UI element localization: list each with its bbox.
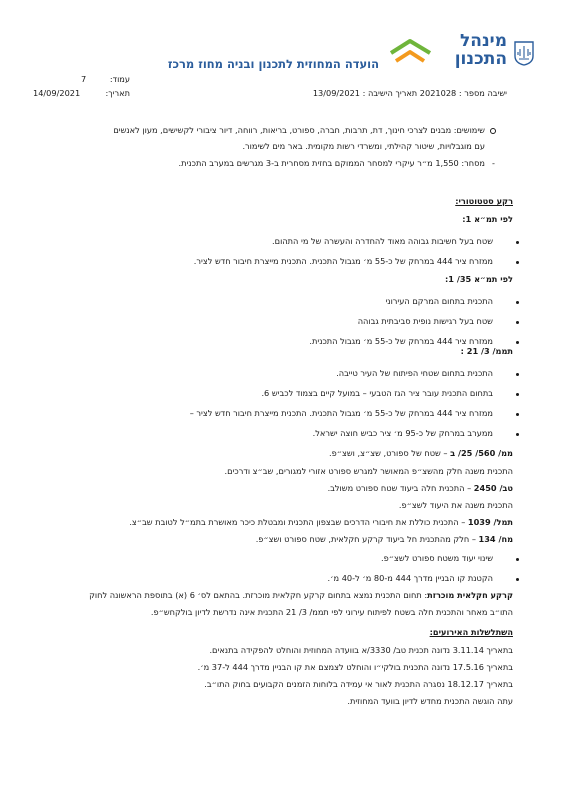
plan-number: מח/ 134 <box>478 534 513 544</box>
mh134-item: שינוי יעוד משטח ספורט לשצ״פ. <box>381 553 493 563</box>
plan-number: טב/ 2450 <box>473 483 513 493</box>
tama35-item: ממזרח ציר 444 במרחק של כ-55 מ׳ מגבול התכנית. <box>309 336 493 346</box>
bullet-icon <box>516 558 519 561</box>
bullet-icon <box>516 433 519 436</box>
logo-text-line2: התכנון <box>454 49 507 69</box>
plan-number: ממ/ 560/ 25/ ב <box>450 448 513 458</box>
tamam-item: ממזרח ציר 444 במרחק של כ-55 מ׳ מגבול התכנית. התכנית מייצרת חיבור חדש לציר – <box>189 408 493 418</box>
bullet-icon <box>516 241 519 244</box>
planning-logo-icon <box>388 35 433 67</box>
mm560-line <box>329 448 513 459</box>
committee-title: הועדה המחוזית לתכנון ובניה מחוז מרכז <box>167 57 379 71</box>
date-value: 14/09/2021 <box>33 88 81 98</box>
tama1-title: לפי תמ״א 1: <box>462 214 513 224</box>
bullet-icon <box>516 261 519 264</box>
tama1-item: ממזרח ציר 444 במרחק של כ-55 מ׳ מגבול התכנית. התכנית מייצרת חיבור חדש לציר. <box>193 256 493 266</box>
uses-commerce: מסחר: 1,550 מ״ר עיקרי למסחר הממוקם בחזית מסחרית ב-3 מגרשים במערב התכנית. <box>178 158 485 168</box>
event-item: בתאריך 18.12.17 נסגרה התכנית לאור אי עמידה בלוחות הזמנים הקבועים בחוק התו״ב. <box>204 679 513 689</box>
page-label: עמוד: <box>109 74 130 84</box>
events-heading: השתלשלות האירועים: <box>429 627 513 637</box>
tamam-item: בתחום התכנית עובר ציר הגז הטבעי – במועל קיים בצמוד לכביש 6. <box>261 388 493 398</box>
plan-description: – התכנית כוללת את חיבורי הדרכים שבצפון התכנית ומבטלת כיכר מאושרת בתמ״ל לטובת שב״צ. <box>129 517 468 527</box>
uses-public-line2: עם מוגבלויות, שיטור קהילתי, ומשרדי רשות מקומית. באר מים לשימור. <box>242 141 485 151</box>
tama35-item: התכנית בתחום המרקם העירוני <box>385 296 493 306</box>
tama35-item: שטח בעל רגישות נופית סביבתית גבוהה <box>357 316 493 326</box>
dash-bullet-icon: - <box>492 158 495 168</box>
bullet-circle-icon <box>490 128 496 134</box>
tamam-title: תממ/ 3/ 21 : <box>460 346 513 356</box>
event-item: בתאריך 3.11.14 נדונה תכנית טב/ 3330/א בוועדה המחוזית והוחלט להפקידה בתנאים. <box>209 645 513 655</box>
uses-public-line1: שימושים: מבנים לצרכי חינוך, דת, תרבות, חברה, ספורט, בריאות, רווחה, דיור ציבורי לקשישים, מעון לאנשים <box>113 125 485 135</box>
bullet-icon <box>516 321 519 324</box>
event-item: בתאריך 17.5.16 נדונה התכנית בולקי״ו והוחלט לצמצם את קו הבניין מדרך 444 ל-37 מ׳. <box>197 662 513 672</box>
bullet-icon <box>516 373 519 376</box>
tama1-item: שטח בעל חשיבות גבוהה מאוד להחדרה והעשרה של מי התהום. <box>272 236 493 246</box>
bullet-icon <box>516 301 519 304</box>
tamam-item: התכנית בתחום שטחי הפיתוח של העיר טייבה. <box>336 368 493 378</box>
plan-number: תמל/ 1039 <box>467 517 513 527</box>
statutory-heading: רקע סטטוטורי: <box>455 196 513 206</box>
agri-line2: התו״ב מאחר והתכנית חלה בשטח לפיתוח עירוני לפי תממ/ 3/ 21 התכנית אינה נדרשת לדיון בולקחש״פ. <box>150 607 513 617</box>
date-label: תאריך: <box>105 88 130 98</box>
bullet-icon <box>516 393 519 396</box>
mh134-line <box>256 534 513 545</box>
bullet-icon <box>516 578 519 581</box>
event-item: עתה הוגשה התכנית מחדש לדיון בוועד המחוזית. <box>347 696 513 706</box>
plan-description: – חלק מהתכנית חל ביעוד קרקע חקלאית, שטח ספורט ושצ״פ. <box>255 534 479 544</box>
agri-text: : תחום התכנית נמצא בתחום קרקע חקלאית מוכרזת. בהתאם לס׳ 6 (א) בתוספת הראשונה לחוק <box>89 590 428 600</box>
tv2450-note: התכנית משנה את היעוד לשצ״פ. <box>398 500 513 510</box>
meeting-line: ישיבה מספר : 2021028 תאריך הישיבה : 13/09/2021 <box>312 88 507 98</box>
mm560-note: התכנית משנה חלק מהשצ״פ המאושר למגרש ספורט אזורי למגורים, שב״צ ודרכים. <box>224 466 513 476</box>
tama35-title: לפי תמ״א 35/ 1: <box>445 274 513 284</box>
plan-description: – התכנית חלה ביעוד שטח ספורט משולב. <box>327 483 474 493</box>
emblem-icon <box>513 40 535 66</box>
agri-label: קרקע חקלאית מוכרזת <box>427 590 513 600</box>
tml1039-line <box>129 517 513 528</box>
mh134-item: הקטנת קו הבניין מדרך 444 מ-80 מ׳ ל-40 מ׳. <box>327 573 493 583</box>
page-number: 7 <box>81 74 87 84</box>
plan-description: – שטח של ספורט, שצ״צ, ושצ״פ. <box>329 448 451 458</box>
tamam-item: ממערב במרחק של כ-95 מ׳ ציר כביש חוצה ישראל. <box>312 428 493 438</box>
bullet-icon <box>516 341 519 344</box>
agri-line1 <box>89 590 513 601</box>
bullet-icon <box>516 413 519 416</box>
logo-text-line1: מינהל <box>460 31 507 51</box>
tv2450-line <box>328 483 513 494</box>
